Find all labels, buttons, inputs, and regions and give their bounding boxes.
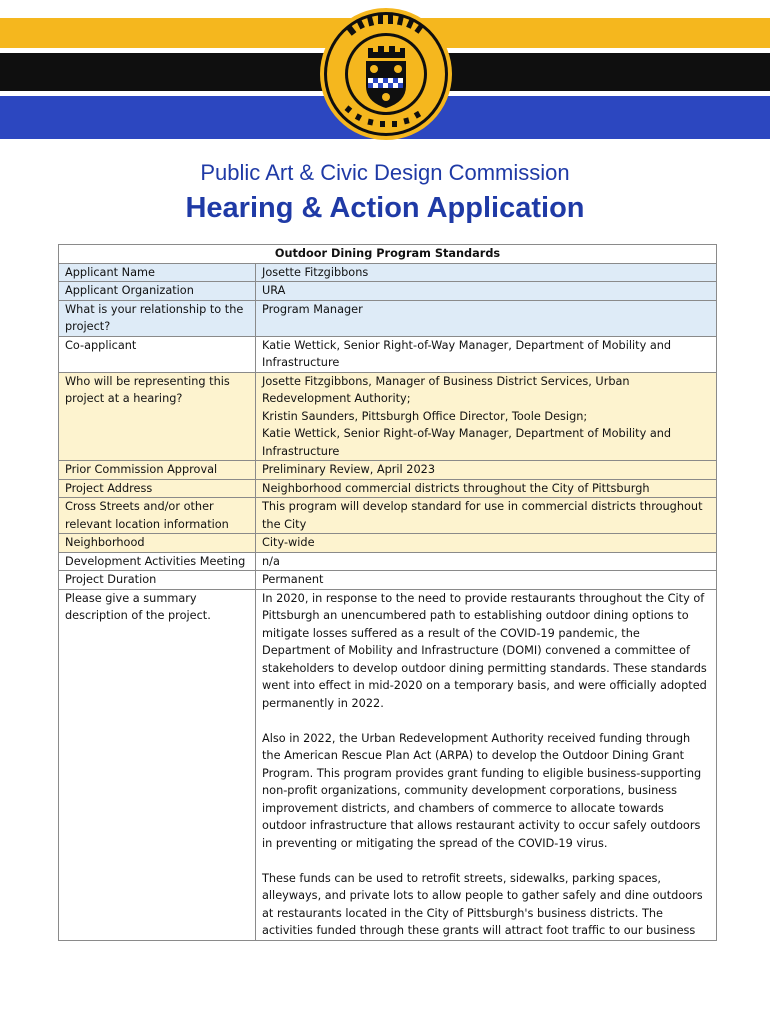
- row-label: Prior Commission Approval: [59, 461, 256, 480]
- table-row: [59, 498, 717, 534]
- row-label: Applicant Name: [59, 263, 256, 282]
- representative-line: Katie Wettick, Senior Right-of-Way Manager, Department of Mobility and Infrastructure: [262, 427, 672, 458]
- row-value: This program will develop standard for use in commercial districts throughout the City: [256, 498, 717, 534]
- representative-line: Josette Fitzgibbons, Manager of Business District Services, Urban Redevelopment Authority;: [262, 374, 630, 405]
- row-value: Neighborhood commercial districts throughout the City of Pittsburgh: [256, 479, 717, 498]
- row-value: Preliminary Review, April 2023: [256, 461, 717, 480]
- row-label: Co-applicant: [59, 336, 256, 372]
- row-label: Project Duration: [59, 571, 256, 590]
- commission-title: Public Art & Civic Design Commission: [200, 160, 570, 185]
- table-row: [59, 336, 717, 372]
- row-label: Applicant Organization: [59, 282, 256, 301]
- table-row: [59, 263, 717, 282]
- city-seal-graphic: [318, 6, 454, 142]
- table-row: [59, 300, 717, 336]
- city-seal-logo: [318, 6, 454, 142]
- summary-paragraph: Also in 2022, the Urban Redevelopment Authority received funding through the American Rescue Plan Act (ARPA) to develop the Outdoor Dining Grant Program. This program provides grant funding to eligible business-supporting non-profit organizations, community development corporations, business improvement districts, and chambers of commerce to allocate towards outdoor infrastructure that allows restaurant activity to occur safely outdoors in preventing or mitigating the spread of the COVID-19 virus.: [262, 731, 702, 850]
- row-label: What is your relationship to the project?: [59, 300, 256, 336]
- row-label: Development Activities Meeting: [59, 552, 256, 571]
- row-value: City-wide: [256, 534, 717, 553]
- application-table: [58, 244, 717, 941]
- table-row: [59, 552, 717, 571]
- row-value: URA: [256, 282, 717, 301]
- table-row: [59, 461, 717, 480]
- row-label: Neighborhood: [59, 534, 256, 553]
- row-label: Cross Streets and/or other relevant location information: [59, 498, 256, 534]
- summary-paragraph: In 2020, in response to the need to provide restaurants throughout the City of Pittsburgh an unencumbered path to establishing outdoor dining options to mitigate losses suffered as a result of the COVID-19 pandemic, the Department of Mobility and Infrastructure (DOMI) convened a committee of stakeholders to develop outdoor dining permitting standards. These standards went into effect in mid-2020 on a temporary basis, and were officially adopted permanently in 2022.: [262, 591, 707, 710]
- table-row: [59, 282, 717, 301]
- row-value: [256, 372, 717, 461]
- form-title: Hearing & Action Application: [185, 192, 585, 224]
- table-row: [59, 534, 717, 553]
- table-heading-row: [59, 245, 717, 264]
- row-value: Permanent: [256, 571, 717, 590]
- row-value: Katie Wettick, Senior Right-of-Way Manager, Department of Mobility and Infrastructure: [256, 336, 717, 372]
- summary-paragraph: These funds can be used to retrofit streets, sidewalks, parking spaces, alleyways, and private lots to allow people to gather safely and dine outdoors at restaurants located in the City of Pittsburgh's business districts. The activities funded through these grants will attract foot traffic to our business: [262, 871, 703, 937]
- table-row: [59, 571, 717, 590]
- row-label: Please give a summary description of the project.: [59, 589, 256, 940]
- row-value: Program Manager: [256, 300, 717, 336]
- row-label: Who will be representing this project at a hearing?: [59, 372, 256, 461]
- table-row: [59, 372, 717, 461]
- row-value: n/a: [256, 552, 717, 571]
- representative-line: Kristin Saunders, Pittsburgh Office Director, Toole Design;: [262, 409, 588, 423]
- table-row: [59, 479, 717, 498]
- table-row: [59, 589, 717, 940]
- row-label: Project Address: [59, 479, 256, 498]
- row-value: [256, 589, 717, 940]
- table-heading: Outdoor Dining Program Standards: [59, 245, 717, 264]
- row-value: Josette Fitzgibbons: [256, 263, 717, 282]
